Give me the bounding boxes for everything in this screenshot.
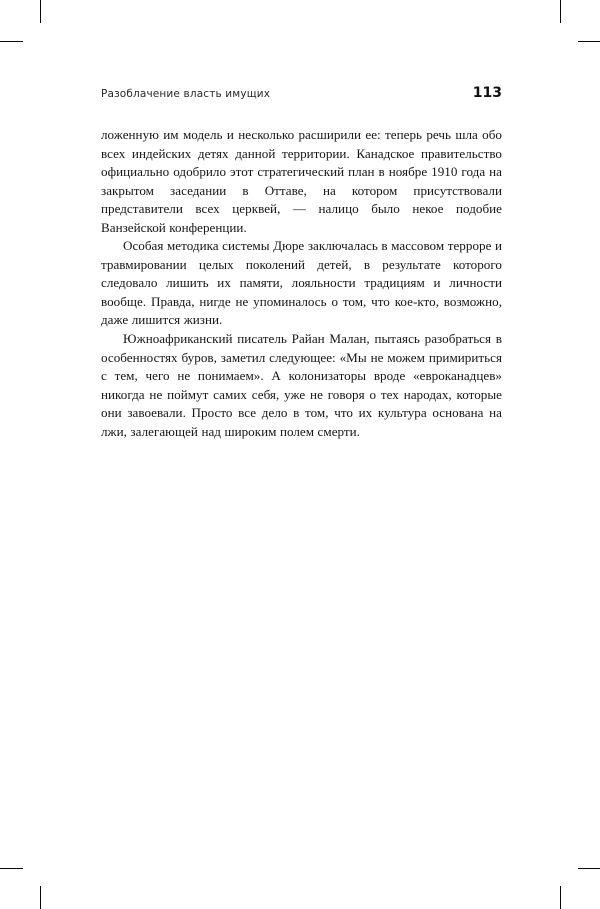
crop-mark-top-left-vertical xyxy=(40,0,41,23)
paragraph: Особая методика системы Дюре заключалась в массовом терроре и травмировании целых поколений детей, в результате которого следовало лишить их памяти, лояльности традициям и личности вообще. Правда, нигде не упоминалось о том, что кое-кто, возможно, даже лишится жизни. xyxy=(101,238,502,328)
running-head xyxy=(101,85,502,102)
page-content xyxy=(101,0,502,909)
body-text xyxy=(101,126,502,441)
paragraph: ложенную им модель и несколько расширили ее: теперь речь шла обо всех индейских детях данной территории. Канадское правительство официально одобрило этот стратегический план в ноябре 1910 года на закрытом заседании в Оттаве, на котором присутствовали представители всех церквей, — налицо было некое подобие Ванзейской конференции. xyxy=(101,127,502,235)
crop-mark-top-right-horizontal xyxy=(578,41,600,42)
crop-mark-bottom-left-vertical xyxy=(40,886,41,909)
paragraph: Южноафриканский писатель Райан Малан, пытаясь разобраться в особенностях буров, заметил следующее: «Мы не можем примириться с тем, чего не понимаем». А колонизаторы вроде «евроканадцев» никогда не поймут самих себя, уже не говоря о тех народах, которые они завоевали. Просто все дело в том, что их культура основана на лжи, залегающей над широким полем смерти. xyxy=(101,331,502,439)
crop-mark-bottom-left-horizontal xyxy=(0,868,23,869)
crop-mark-bottom-right-vertical xyxy=(560,886,561,909)
crop-mark-top-right-vertical xyxy=(560,0,561,23)
crop-mark-top-left-horizontal xyxy=(0,41,23,42)
crop-mark-bottom-right-horizontal xyxy=(578,868,600,869)
running-head-title: Разоблачение власть имущих xyxy=(101,88,271,100)
page-number: 113 xyxy=(472,85,502,101)
